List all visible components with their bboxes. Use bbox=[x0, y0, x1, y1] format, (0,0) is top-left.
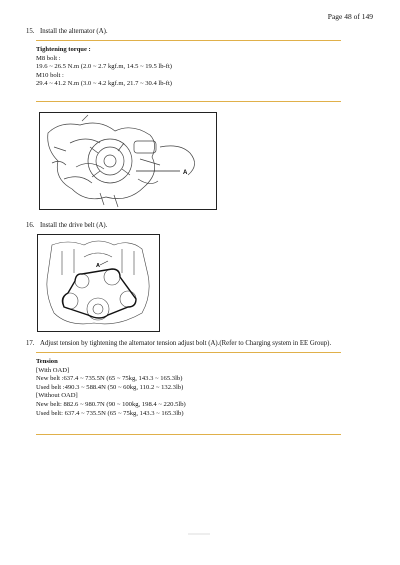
tension-line: New belt: 882.6 ~ 980.7N (90 ~ 100kg, 198.4 ~ 220.5lb) bbox=[36, 400, 186, 408]
callout-label-a: A bbox=[183, 170, 188, 176]
tension-line: Used belt :490.3 ~ 588.4N (50 ~ 60kg, 110.2 ~ 132.3lb) bbox=[36, 383, 184, 391]
step-text: Adjust tension by tightening the alternator tension adjust bolt (A).(Refer to Charging system in EE Group). bbox=[40, 340, 332, 347]
tension-line: [With OAD] bbox=[36, 366, 70, 374]
step-text: Install the drive belt (A). bbox=[40, 222, 108, 229]
step-17 bbox=[26, 340, 331, 347]
footer-mark bbox=[188, 533, 210, 535]
note-bottom-rule bbox=[36, 101, 341, 102]
callout-leader bbox=[100, 261, 108, 265]
step-number: 16. bbox=[26, 222, 35, 229]
torque-line: 19.6 ~ 26.5 N.m (2.0 ~ 2.7 kgf.m, 14.5 ~ 19.5 lb-ft) bbox=[36, 63, 172, 71]
step-15 bbox=[26, 28, 108, 35]
torque-note bbox=[36, 46, 341, 89]
torque-line: M10 bolt : bbox=[36, 71, 64, 79]
step-text: Install the alternator (A). bbox=[40, 28, 108, 35]
page-number: Page 48 of 149 bbox=[327, 12, 373, 21]
torque-line: 29.4 ~ 41.2 N.m (3.0 ~ 4.2 kgf.m, 21.7 ~ 30.4 lb-ft) bbox=[36, 80, 172, 88]
step-number: 17. bbox=[26, 340, 35, 347]
torque-line: M8 bolt : bbox=[36, 54, 61, 62]
note-top-rule bbox=[36, 352, 341, 353]
note-bottom-rule bbox=[36, 434, 341, 435]
note-top-rule bbox=[36, 40, 341, 41]
step-16 bbox=[26, 222, 107, 229]
drive-belt-path bbox=[63, 269, 136, 318]
tension-line: Used belt: 637.4 ~ 735.5N (65 ~ 75kg, 143.3 ~ 165.3lb) bbox=[36, 409, 184, 417]
drive-belt-figure bbox=[37, 234, 160, 332]
drive-belt-illustration bbox=[38, 235, 159, 331]
torque-note-title: Tightening torque : bbox=[36, 46, 91, 53]
tension-line: [Without OAD] bbox=[36, 392, 78, 400]
step-number: 15. bbox=[26, 28, 35, 35]
alternator-figure bbox=[39, 112, 217, 210]
callout-label-a: A bbox=[96, 263, 100, 269]
tension-line: New belt :637.4 ~ 735.5N (65 ~ 75kg, 143.3 ~ 165.3lb) bbox=[36, 375, 183, 383]
tension-note-title: Tension bbox=[36, 358, 58, 365]
tension-note bbox=[36, 358, 341, 418]
alternator-illustration bbox=[40, 113, 216, 209]
